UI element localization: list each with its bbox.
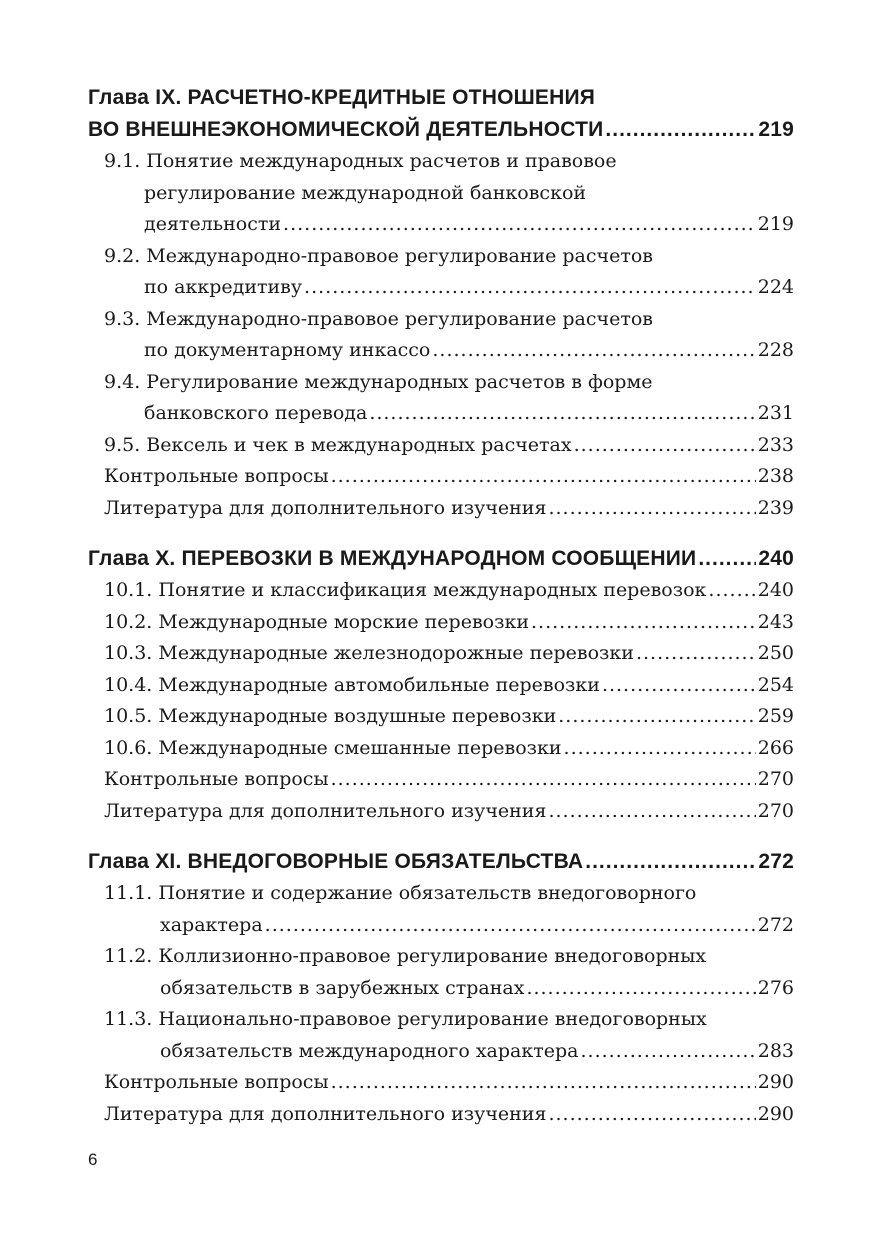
dot-leader	[331, 1067, 756, 1099]
entry-text: Контрольные вопросы	[104, 768, 329, 790]
dot-leader	[708, 575, 755, 607]
entry-text: Литература для дополнительного изучения	[104, 496, 547, 519]
chapter-9	[88, 82, 794, 524]
entry-text: 10.2. Международные морские перевозки	[104, 610, 529, 633]
chapter-title-line: Глава IX. РАСЧЕТНО-КРЕДИТНЫЕ ОТНОШЕНИЯ	[88, 86, 596, 109]
entry-text: 10.5. Международные воздушные перевозки	[104, 705, 557, 727]
entry-text: 11.2. Коллизионно-правовое регулирование внедоговорных	[104, 945, 707, 967]
entry-text: 11.3. Национально-правовое регулирование внедоговорных	[104, 1008, 707, 1030]
toc-entry	[88, 146, 794, 241]
toc-entry	[88, 461, 794, 493]
entry-row	[104, 973, 794, 1005]
dot-leader	[526, 973, 755, 1005]
page-ref: 250	[757, 642, 794, 664]
page-ref: 239	[757, 496, 794, 519]
toc-entry	[88, 941, 794, 1004]
dot-leader	[548, 493, 755, 525]
page-ref: 290	[757, 1071, 794, 1093]
entry-text: 10.3. Международные железнодорожные перевозки	[104, 642, 634, 664]
toc-entry	[88, 607, 794, 639]
table-of-contents	[88, 82, 794, 1149]
page-ref: 270	[757, 768, 794, 790]
entry-text: 9.3. Международно-правовое регулирование расчетов	[104, 307, 653, 330]
page-ref: 228	[757, 339, 794, 361]
toc-entry	[88, 733, 794, 765]
dot-leader	[580, 1036, 755, 1068]
toc-entry	[88, 670, 794, 702]
page-ref: 266	[757, 736, 794, 759]
dot-leader	[331, 764, 756, 796]
dot-leader	[283, 209, 756, 241]
toc-entry	[88, 304, 794, 367]
page-ref: 231	[757, 402, 794, 424]
toc-entry	[88, 493, 794, 525]
toc-entry	[88, 1004, 794, 1067]
toc-entry	[88, 1067, 794, 1099]
page-ref: 219	[757, 213, 794, 235]
entry-row	[104, 335, 794, 367]
entry-text: по аккредитиву	[144, 276, 303, 298]
page-ref: 254	[757, 673, 794, 696]
chapter-title-row	[88, 114, 794, 146]
entry-row	[104, 1036, 794, 1068]
page-ref: 283	[757, 1039, 794, 1062]
page-ref: 290	[757, 1102, 794, 1125]
dot-leader	[548, 1099, 755, 1131]
entry-row	[104, 398, 794, 430]
entry-text: 11.1. Понятие и содержание обязательств внедоговорного	[104, 882, 697, 904]
dot-leader	[574, 430, 756, 462]
entry-text: Литература для дополнительного изучения	[104, 799, 547, 822]
entry-text: 10.6. Международные смешанные перевозки	[104, 736, 562, 759]
entry-text: регулирование международной банковской	[144, 181, 587, 204]
chapter-title-line: Глава XI. ВНЕДОГОВОРНЫЕ ОБЯЗАТЕЛЬСТВА	[88, 850, 584, 873]
entry-text: банковского перевода	[144, 402, 368, 424]
toc-entry	[88, 430, 794, 462]
dot-leader	[531, 607, 756, 639]
entry-text: 9.1. Понятие международных расчетов и правовое	[104, 150, 617, 172]
page-ref: 240	[757, 579, 794, 601]
toc-entry	[88, 575, 794, 607]
page-number: 6	[88, 1150, 98, 1169]
dot-leader	[304, 272, 756, 304]
dot-leader	[636, 638, 756, 670]
chapter-title-line: ВО ВНЕШНЕЭКОНОМИЧЕСКОЙ ДЕЯТЕЛЬНОСТИ	[88, 118, 604, 141]
entry-text: 9.4. Регулирование международных расчетов в форме	[104, 370, 653, 393]
chapter-10	[88, 543, 794, 827]
toc-entry	[88, 878, 794, 941]
toc-entry	[88, 1099, 794, 1131]
dot-leader	[369, 398, 755, 430]
toc-entry	[88, 367, 794, 430]
entry-text: обязательств в зарубежных странах	[160, 976, 525, 999]
page-ref: 240	[758, 547, 794, 570]
dot-leader	[564, 733, 756, 765]
chapter-11	[88, 846, 794, 1130]
page-ref: 276	[757, 976, 794, 999]
entry-text: характера	[160, 913, 263, 936]
dot-leader	[432, 335, 755, 367]
toc-entry	[88, 241, 794, 304]
entry-text: 10.4. Международные автомобильные перевозки	[104, 673, 600, 696]
toc-entry	[88, 796, 794, 828]
chapter-title	[88, 543, 794, 575]
page-ref: 270	[757, 799, 794, 822]
page-ref: 259	[757, 705, 794, 727]
entry-text: Контрольные вопросы	[104, 1071, 329, 1093]
entry-row	[104, 272, 794, 304]
dot-leader	[558, 701, 755, 733]
entry-text: обязательств международного характера	[160, 1039, 579, 1062]
entry-text: Литература для дополнительного изучения	[104, 1102, 547, 1125]
page-ref: 233	[757, 433, 794, 456]
dot-leader	[265, 910, 756, 942]
page-ref: 272	[758, 850, 794, 873]
entry-text: Контрольные вопросы	[104, 465, 329, 487]
toc-entry	[88, 638, 794, 670]
page-ref: 272	[757, 913, 794, 936]
entry-text: по документарному инкассо	[144, 339, 431, 361]
toc-entry	[88, 764, 794, 796]
dot-leader	[605, 114, 756, 146]
dot-leader	[698, 543, 756, 575]
dot-leader	[548, 796, 755, 828]
entry-text: 10.1. Понятие и классификация международных перевозок	[104, 579, 707, 601]
chapter-title-line: Глава X. ПЕРЕВОЗКИ В МЕЖДУНАРОДНОМ СООБЩЕНИИ	[88, 547, 697, 570]
chapter-title	[88, 82, 794, 146]
entry-row	[104, 910, 794, 942]
entry-text: 9.5. Вексель и чек в международных расчетах	[104, 433, 572, 456]
toc-entry	[88, 701, 794, 733]
dot-leader	[585, 846, 756, 878]
dot-leader	[602, 670, 756, 702]
entry-text: деятельности	[144, 213, 282, 235]
page-ref: 243	[757, 610, 794, 633]
dot-leader	[331, 461, 756, 493]
page-ref: 219	[758, 118, 794, 141]
page-ref: 238	[757, 465, 794, 487]
page-ref: 224	[757, 276, 794, 298]
chapter-title	[88, 846, 794, 878]
entry-text: 9.2. Международно-правовое регулирование расчетов	[104, 244, 653, 267]
entry-row	[104, 209, 794, 241]
